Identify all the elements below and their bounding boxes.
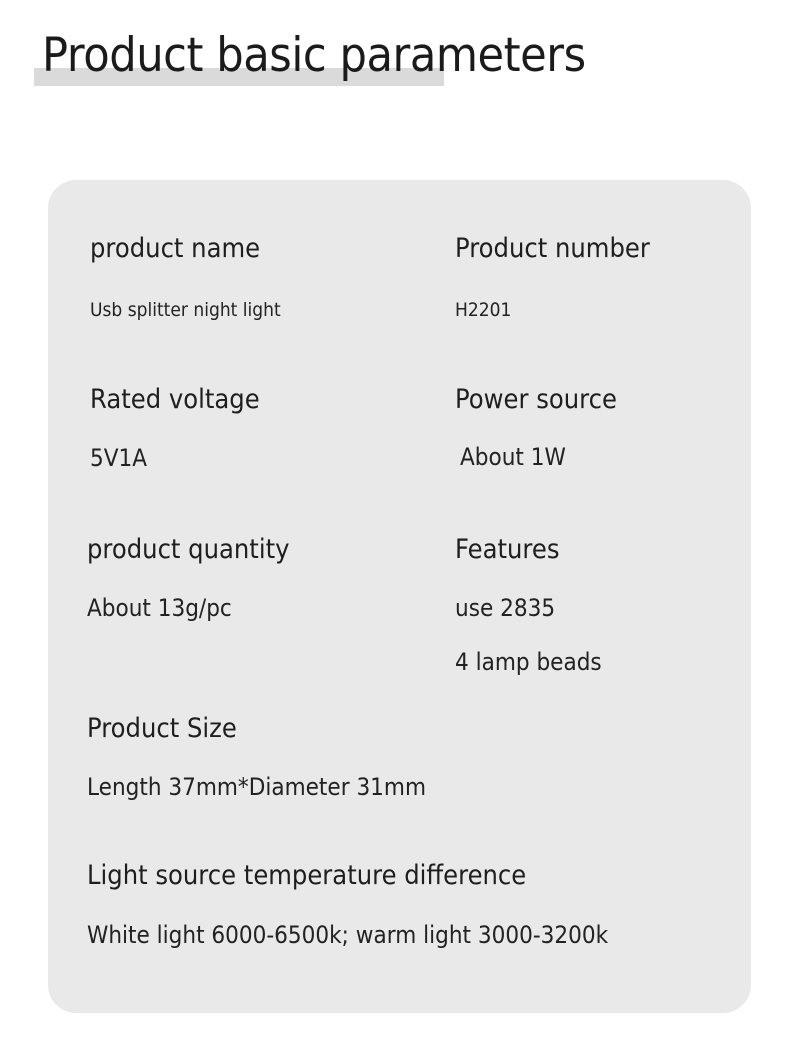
product-name-value: Usb splitter night light [90, 299, 281, 321]
product-number-value: H2201 [455, 299, 512, 321]
features-label: Features [455, 534, 560, 565]
product-size-value: Length 37mm*Diameter 31mm [87, 773, 427, 801]
product-quantity-value: About 13g/pc [87, 594, 232, 622]
light-source-value: White light 6000-6500k; warm light 3000-3200k [87, 921, 609, 949]
rated-voltage-label: Rated voltage [90, 384, 260, 415]
product-size-label: Product Size [87, 713, 237, 744]
product-number-label: Product number [455, 233, 650, 264]
light-source-label: Light source temperature difference [87, 860, 527, 891]
parameters-card [48, 180, 751, 1013]
features-value-1: use 2835 [455, 594, 556, 622]
power-source-value: About 1W [460, 443, 566, 471]
features-value-2: 4 lamp beads [455, 648, 602, 676]
product-quantity-label: product quantity [87, 534, 290, 565]
page-title: Product basic parameters [42, 28, 586, 83]
product-name-label: product name [90, 233, 261, 264]
page-title-block [34, 24, 634, 88]
rated-voltage-value: 5V1A [90, 444, 148, 472]
power-source-label: Power source [455, 384, 617, 415]
